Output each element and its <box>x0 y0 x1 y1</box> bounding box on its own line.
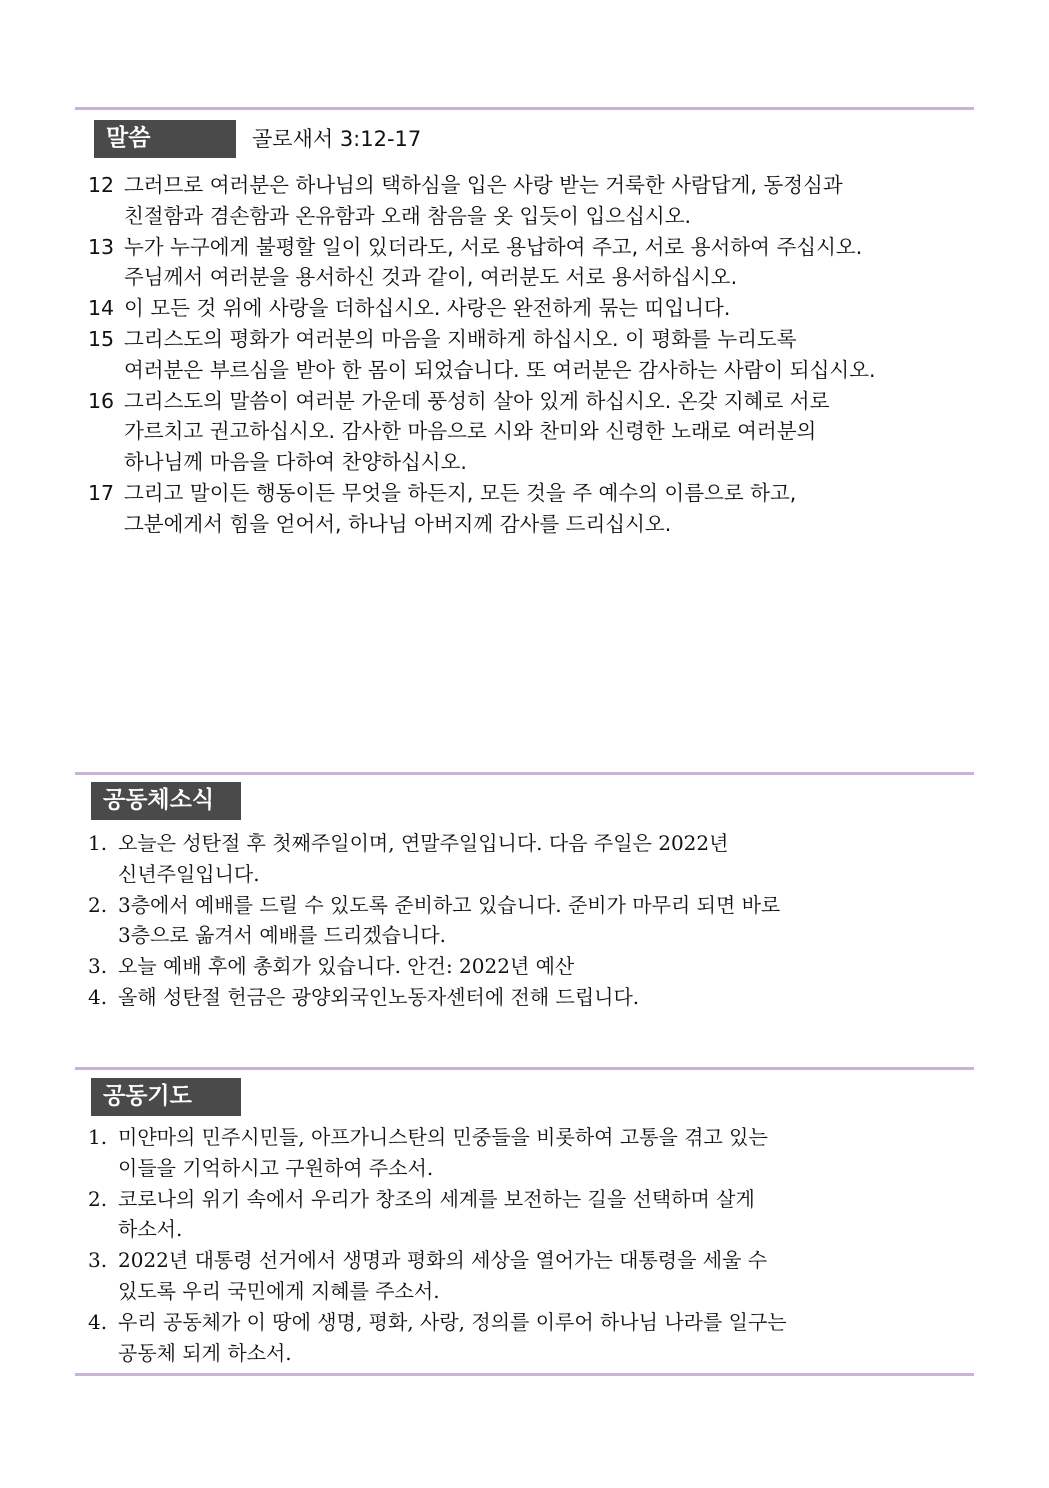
item-text: 오늘 예배 후에 총회가 있습니다. 안건: 2022년 예산 <box>118 954 575 979</box>
verse-number: 13 <box>88 234 115 259</box>
list-item <box>88 828 978 890</box>
list-item <box>88 1184 978 1246</box>
bottom-divider <box>75 1373 974 1376</box>
verse-item <box>88 170 978 232</box>
verse-item <box>88 324 978 386</box>
news-badge: 공동체소식 <box>91 782 241 820</box>
prayer-divider <box>75 1067 974 1070</box>
scripture-verses <box>88 170 978 540</box>
top-divider <box>75 107 974 110</box>
verse-item <box>88 293 978 324</box>
item-number: 4. <box>88 984 108 1009</box>
list-item <box>88 890 978 952</box>
item-text: 우리 공동체가 이 땅에 생명, 평화, 사랑, 정의를 이루어 하나님 나라를 일구는 공동체 되게 하소서. <box>118 1309 787 1365</box>
verse-number: 17 <box>88 480 115 505</box>
scripture-reference: 골로새서 3:12-17 <box>252 127 422 151</box>
item-text: 오늘은 성탄절 후 첫째주일이며, 연말주일입니다. 다음 주일은 2022년 신년주일입니다. <box>118 831 729 886</box>
item-number: 1. <box>88 831 108 855</box>
item-number: 2. <box>88 892 108 917</box>
verse-number: 14 <box>88 296 115 321</box>
item-text: 2022년 대통령 선거에서 생명과 평화의 세상을 열어가는 대통령을 세울 수 있도록 우리 국민에게 지혜를 주소서. <box>118 1248 768 1303</box>
news-list <box>88 828 978 1013</box>
item-number: 3. <box>88 1248 108 1273</box>
item-text: 코로나의 위기 속에서 우리가 창조의 세계를 보전하는 길을 선택하며 살게 하소서. <box>118 1186 755 1242</box>
list-item <box>88 1122 978 1184</box>
item-number: 2. <box>88 1186 108 1211</box>
verse-number: 12 <box>88 173 115 197</box>
item-number: 3. <box>88 954 108 979</box>
verse-number: 16 <box>88 388 115 413</box>
verse-text: 누가 누구에게 불평할 일이 있더라도, 서로 용납하여 주고, 서로 용서하여 주십시오. 주님께서 여러분을 용서하신 것과 같이, 여러분도 서로 용서하십시오. <box>124 234 863 290</box>
item-text: 올해 성탄절 헌금은 광양외국인노동자센터에 전해 드립니다. <box>118 984 640 1009</box>
verse-text: 그리고 말이든 행동이든 무엇을 하든지, 모든 것을 주 예수의 이름으로 하고, 그분에게서 힘을 얻어서, 하나님 아버지께 감사를 드리십시오. <box>124 480 797 536</box>
list-item <box>88 982 978 1013</box>
item-text: 미얀마의 민주시민들, 아프가니스탄의 민중들을 비롯하여 고통을 겪고 있는 이들을 기억하시고 구원하여 주소서. <box>118 1125 768 1180</box>
verse-text: 그러므로 여러분은 하나님의 택하심을 입은 사랑 받는 거룩한 사람답게, 동정심과 친절함과 겸손함과 온유함과 오래 참음을 옷 입듯이 입으십시오. <box>124 173 843 228</box>
item-number: 4. <box>88 1309 108 1334</box>
verse-item <box>88 386 978 478</box>
verse-item <box>88 478 978 540</box>
list-item <box>88 951 978 982</box>
verse-text: 그리스도의 평화가 여러분의 마음을 지배하게 하십시오. 이 평화를 누리도록 여러분은 부르심을 받아 한 몸이 되었습니다. 또 여러분은 감사하는 사람이 되십시오. <box>124 326 876 382</box>
verse-text: 이 모든 것 위에 사랑을 더하십시오. 사랑은 완전하게 묶는 띠입니다. <box>124 296 731 321</box>
scripture-badge: 말씀 <box>94 120 236 158</box>
item-number: 1. <box>88 1125 108 1149</box>
verse-text: 그리스도의 말씀이 여러분 가운데 풍성히 살아 있게 하십시오. 온갖 지혜로 서로 가르치고 권고하십시오. 감사한 마음으로 시와 찬미와 신령한 노래로 여러분의 하나님께 마음을 다하여 찬양하십시오. <box>124 388 830 475</box>
list-item <box>88 1245 978 1307</box>
prayer-list <box>88 1122 978 1368</box>
list-item <box>88 1307 978 1369</box>
item-text: 3층에서 예배를 드릴 수 있도록 준비하고 있습니다. 준비가 마무리 되면 바로 3층으로 옮겨서 예배를 드리겠습니다. <box>118 892 781 948</box>
news-divider <box>75 772 974 775</box>
prayer-badge: 공동기도 <box>91 1078 241 1116</box>
verse-number: 15 <box>88 326 115 351</box>
verse-item <box>88 232 978 294</box>
